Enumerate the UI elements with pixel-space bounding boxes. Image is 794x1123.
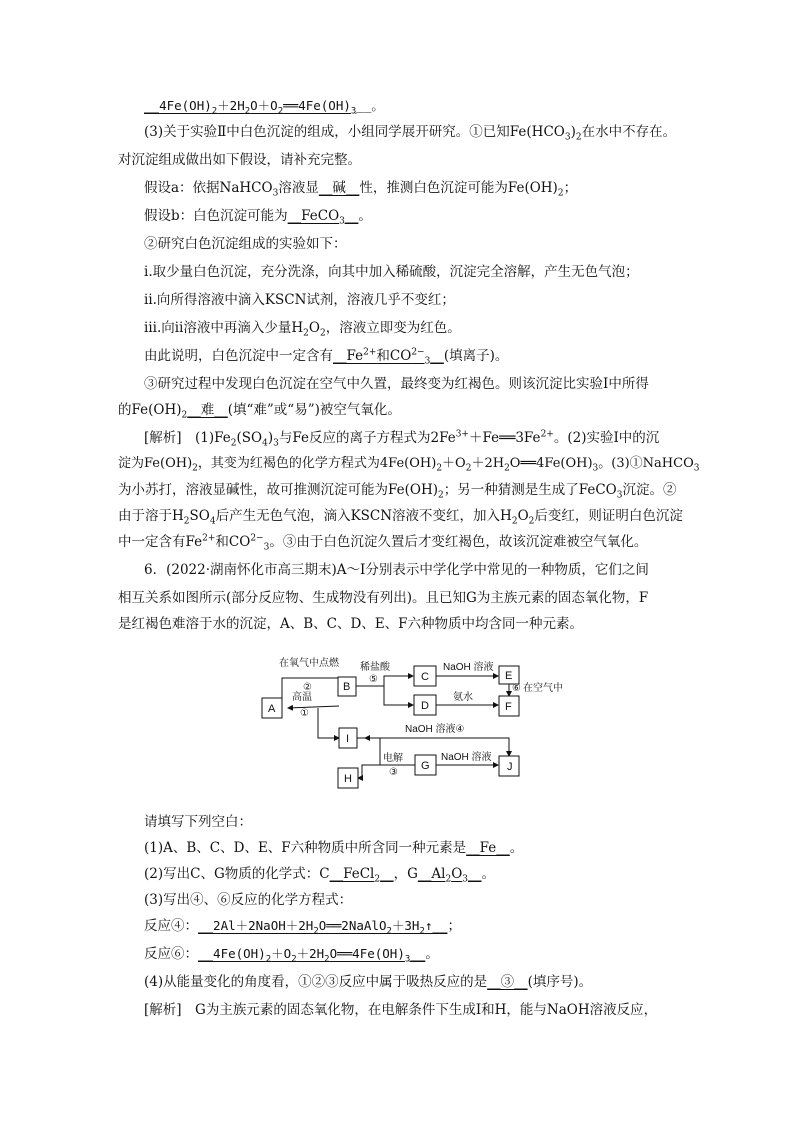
question-6-stem: 是红褐色难溶于水的沉淀，A、B、C、D、E、F六种物质中均含同一种元素。 — [118, 616, 584, 632]
analysis-line: [解析] G为主族元素的固态氧化物，在电解条件下生成I和H，能与NaOH溶液反应， — [144, 1002, 658, 1018]
label-naoh-4: NaOH 溶液④ — [405, 724, 465, 735]
label-r3: ③ — [389, 767, 398, 778]
arrow-b-to-c — [356, 676, 413, 686]
label-r2: ② — [303, 682, 312, 693]
label-air: 在空气中 — [523, 683, 563, 694]
paragraph-line: 的$Fe(OH)_2\_\_$难__(填“难”或“易”)被空气氧化。 — [118, 402, 401, 421]
arrow-b-to-d — [384, 686, 413, 705]
arrow-a-to-i — [318, 708, 339, 738]
question-6-stem: 相互关系如图所示(部分反应物、生成物没有列出)。且已知G为主族元素的固态氧化物，F — [118, 590, 649, 606]
paragraph-line: (3)写出④、⑥反应的化学方程式： — [144, 892, 353, 908]
reaction-4-line: 反应④：$\_\_2Al+2NaOH+2H_2O══2NaAlO_2+3H_2↑\_\_$； — [144, 918, 461, 937]
node-b-label: B — [343, 681, 351, 693]
step-2: ⅱ.向所得溶液中滴入KSCN试剂，溶液几乎不变红； — [144, 292, 455, 308]
answer-1: (1)A、B、C、D、E、F六种物质中所含同一种元素是__Fe__。 — [144, 840, 524, 856]
label-r6: ⑥ — [512, 683, 521, 694]
label-burn: 在氧气中点燃 — [279, 658, 339, 669]
step-3: ⅲ.向ⅱ溶液中再滴入少量$H_2O_2$，溶液立即变为红色。 — [144, 320, 461, 339]
label-r5: ⑤ — [369, 674, 378, 685]
analysis-line: 为小苏打，溶液显碱性，故可推测沉淀可能为$Fe(OH)_2$；另一种猜测是生成了FeCO$_3$沉淀。② — [118, 482, 677, 501]
label-naoh-1: NaOH 溶液 — [443, 662, 494, 673]
paragraph-line: 对沉淀组成做出如下假设，请补充完整。 — [118, 152, 361, 168]
label-ammonia: 氨水 — [453, 692, 473, 703]
label-naoh-2: NaOH 溶液 — [441, 752, 492, 763]
label-electro: 电解 — [383, 753, 403, 764]
question-6-stem: 6．(2022·湖南怀化市高三期末)A～I分别表示中学化学中常见的一种物质，它们之间 — [144, 562, 649, 578]
answer-2: (2)写出C、G物质的化学式：C__FeCl$_2$__，$G\_\_Al_2O_3\_\_$。 — [144, 866, 495, 885]
node-i-label: I — [346, 733, 350, 745]
node-f-label: F — [505, 701, 512, 713]
node-j-label: J — [507, 761, 513, 773]
equation-line: $\_\_4Fe(OH)_2+2H_2O+O_2══4Fe(OH)_3\_\_$。 — [144, 98, 384, 117]
answer-4: (4)从能量变化的角度看，①②③反应中属于吸热反应的是__③__(填序号)。 — [144, 974, 593, 990]
label-r1: ① — [300, 708, 309, 719]
reaction-6-line: 反应⑥：$\_\_4Fe(OH)_2+O_2+2H_2O══4Fe(OH)_3\_\_$。 — [144, 946, 439, 965]
label-high-temp: 高温 — [292, 692, 312, 703]
step-1: ⅰ.取少量白色沉淀，充分洗涤，向其中加入稀硫酸，沉淀完全溶解，产生无色气泡； — [144, 264, 639, 280]
node-d-label: D — [421, 700, 429, 712]
analysis-line: 淀为$Fe(OH)_2$，其变为红褐色的化学方程式为$4Fe(OH)_2+O_2+2H_2O══4Fe(OH)_3$。(3)①NaHCO$_3$ — [118, 456, 700, 474]
label-hcl: 稀盐酸 — [360, 662, 390, 673]
analysis-line: 中一定含有$Fe^{2+}$和$CO^{2-}_3$。③由于白色沉淀久置后才变红褐色，故该沉淀难被空气氧化。 — [118, 533, 648, 553]
node-h-label: H — [344, 773, 352, 785]
arrow-g-to-h — [358, 765, 380, 778]
hypothesis-a: 假设a：依据NaHCO$_3$溶液显__碱__性，推测白色沉淀可能为$Fe(OH)_2$； — [144, 180, 578, 199]
node-e-label: E — [505, 670, 513, 682]
analysis-line: 由于溶于$H_2SO_4$后产生无色气泡，滴入KSCN溶液不变红，加入$H_2O_2$后变红，则证明白色沉淀 — [118, 508, 683, 527]
hypothesis-b: 假设b：白色沉淀可能为__FeCO$_3$__。 — [144, 208, 372, 227]
node-g-label: G — [421, 760, 430, 772]
paragraph-line: 请填写下列空白： — [144, 814, 252, 830]
analysis-line: [解析] $(1)Fe_2(SO_4)_3$与Fe反应的离子方程式为$2Fe^{3+}+Fe══3Fe^{2+}$。(2)实验Ⅰ中的沉 — [144, 429, 660, 449]
conclusion-line: 由此说明，白色沉淀中一定含有$\_\_Fe^{2+}$和$CO^{2-}_3\_\_$(填离子)。 — [144, 347, 509, 367]
paragraph-line: ③研究过程中发现白色沉淀在空气中久置，最终变为红褐色。则该沉淀比实验Ⅰ中所得 — [144, 376, 649, 392]
reaction-diagram — [255, 646, 563, 798]
node-c-label: C — [421, 671, 429, 683]
paragraph-line: ②研究白色沉淀组成的实验如下： — [144, 236, 347, 252]
arrow-b-to-a — [288, 706, 339, 708]
paragraph-line: (3)关于实验Ⅱ中白色沉淀的组成，小组同学展开研究。①已知$Fe(HCO_3)_2$在水中不存在。 — [144, 124, 677, 143]
node-a-label: A — [268, 703, 276, 715]
